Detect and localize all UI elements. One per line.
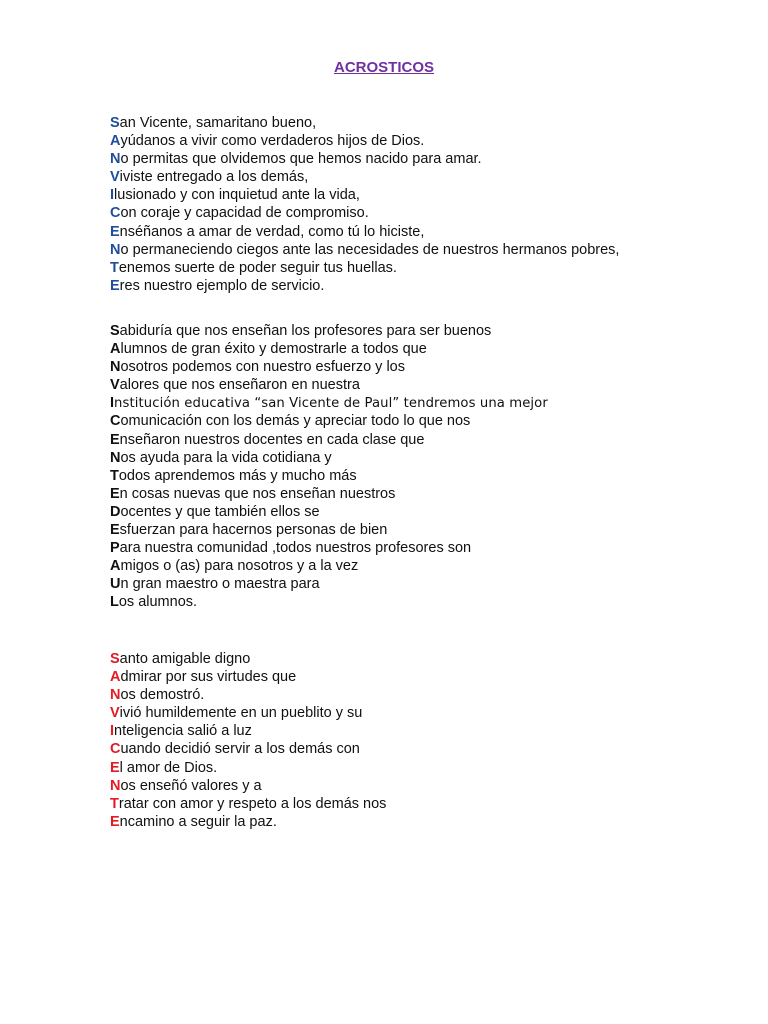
line-text: nteligencia salió a luz <box>114 723 252 740</box>
poem-line <box>110 358 548 376</box>
acrostic-poem-2 <box>110 322 548 612</box>
acrostic-initial: E <box>110 813 120 830</box>
line-text: uando decidió servir a los demás con <box>120 741 360 758</box>
acrostic-initial: D <box>110 503 121 520</box>
acrostic-initial: T <box>110 259 119 276</box>
line-text: osotros podemos con nuestro esfuerzo y los <box>120 359 405 376</box>
poem-line <box>110 168 619 186</box>
line-text: ratar con amor y respeto a los demás nos <box>118 795 387 812</box>
poem-line <box>110 223 619 241</box>
acrostic-initial: E <box>110 485 120 502</box>
line-text: lumnos de gran éxito y demostrarle a todos que <box>120 341 427 358</box>
page-title: ACROSTICOS <box>333 59 434 76</box>
poem-line <box>110 340 548 358</box>
acrostic-initial: V <box>110 169 120 186</box>
line-text: enemos suerte de poder seguir tus huellas. <box>118 259 397 276</box>
acrostic-initial: V <box>110 377 120 394</box>
line-text: l amor de Dios. <box>119 759 218 776</box>
poem-line <box>110 740 386 758</box>
line-text: os alumnos. <box>118 594 198 611</box>
acrostic-initial: N <box>110 151 121 168</box>
line-text: res nuestro ejemplo de servicio. <box>119 277 325 294</box>
poem-line <box>110 322 548 340</box>
poem-line <box>110 277 619 295</box>
acrostic-initial: V <box>110 705 120 722</box>
acrostic-initial: I <box>110 187 115 204</box>
acrostic-initial: T <box>110 795 119 812</box>
line-text: yúdanos a vivir como verdaderos hijos de Dios. <box>120 133 425 150</box>
poem-line <box>110 521 548 539</box>
acrostic-initial: E <box>110 277 120 294</box>
acrostic-initial: N <box>110 359 121 376</box>
poem-line <box>110 259 619 277</box>
acrostic-initial: T <box>110 467 119 484</box>
acrostic-initial: E <box>110 522 120 539</box>
line-text: omunicación con los demás y apreciar todo lo que nos <box>120 413 471 430</box>
line-text: iviste entregado a los demás, <box>119 169 309 186</box>
poem-line <box>110 431 548 449</box>
acrostic-initial: N <box>110 449 121 466</box>
line-text: an Vicente, samaritano bueno, <box>119 115 317 131</box>
line-text: os demostró. <box>120 687 205 704</box>
acrostic-initial: E <box>110 223 120 240</box>
poem-line <box>110 114 619 132</box>
poem-line <box>110 704 386 722</box>
line-text: sfuerzan para hacernos personas de bien <box>119 522 388 539</box>
poem-line <box>110 132 619 150</box>
acrostic-initial: P <box>110 540 120 557</box>
line-text: nseñaron nuestros docentes en cada clase que <box>119 431 425 448</box>
poem-line <box>110 813 386 831</box>
line-text: ara nuestra comunidad ,todos nuestros profesores son <box>119 540 472 557</box>
poem-line <box>110 376 548 394</box>
acrostic-initial: N <box>110 777 121 794</box>
line-text: n gran maestro o maestra para <box>120 576 320 593</box>
acrostic-initial: A <box>110 133 121 150</box>
acrostic-initial: E <box>110 759 120 776</box>
acrostic-initial: S <box>110 323 120 339</box>
line-text: ivió humildemente en un pueblito y su <box>119 705 363 722</box>
acrostic-initial: I <box>110 395 115 412</box>
line-text: abiduría que nos enseñan los profesores para ser buenos <box>119 323 492 339</box>
line-text: lusionado y con inquietud ante la vida, <box>114 187 360 204</box>
acrostic-initial: C <box>110 205 121 222</box>
line-text: os ayuda para la vida cotidiana y <box>120 449 332 466</box>
acrostic-initial: S <box>110 651 120 667</box>
line-text: os enseñó valores y a <box>120 777 262 794</box>
acrostic-poem-3 <box>110 650 386 831</box>
poem-line <box>110 467 548 485</box>
poem-line <box>110 150 619 168</box>
line-text: on coraje y capacidad de compromiso. <box>120 205 369 222</box>
line-text: migos o (as) para nosotros y a la vez <box>120 558 359 575</box>
line-text: nséñanos a amar de verdad, como tú lo hiciste, <box>119 223 425 240</box>
line-text: ocentes y que también ellos se <box>120 503 320 520</box>
poem-line <box>110 668 386 686</box>
poem-line <box>110 650 386 668</box>
poem-line <box>110 686 386 704</box>
poem-line <box>110 722 386 740</box>
poem-line <box>110 539 548 557</box>
poem-line <box>110 557 548 575</box>
poem-line <box>110 777 386 795</box>
acrostic-initial: L <box>110 594 119 611</box>
poem-line <box>110 593 548 611</box>
acrostic-initial: A <box>110 669 121 686</box>
line-text: n cosas nuevas que nos enseñan nuestros <box>119 485 396 502</box>
poem-line <box>110 186 619 204</box>
line-text: dmirar por sus virtudes que <box>120 669 297 686</box>
acrostic-initial: N <box>110 241 121 258</box>
acrostic-initial: A <box>110 558 121 575</box>
acrostic-initial: I <box>110 723 115 740</box>
poem-line <box>110 485 548 503</box>
poem-line <box>110 412 548 430</box>
line-text: o permitas que olvidemos que hemos nacido para amar. <box>120 151 482 168</box>
poem-line <box>110 503 548 521</box>
line-text: o permaneciendo ciegos ante las necesidades de nuestros hermanos pobres, <box>120 241 620 258</box>
acrostic-initial: N <box>110 687 121 704</box>
acrostic-initial: C <box>110 413 121 430</box>
poem-line <box>110 449 548 467</box>
poem-line <box>110 241 619 259</box>
poem-line <box>110 204 619 222</box>
line-text: alores que nos enseñaron en nuestra <box>119 377 360 394</box>
poem-line <box>110 795 386 813</box>
acrostic-initial: E <box>110 431 120 448</box>
acrostic-initial: A <box>110 341 121 358</box>
acrostic-initial: C <box>110 741 121 758</box>
acrostic-initial: S <box>110 115 120 131</box>
line-text: nstitución educativa “san Vicente de Paul” tendremos una mejor <box>114 396 548 412</box>
poem-line <box>110 394 548 412</box>
poem-line <box>110 759 386 777</box>
line-text: odos aprendemos más y mucho más <box>118 467 357 484</box>
poem-line <box>110 575 548 593</box>
line-text: anto amigable digno <box>119 651 251 667</box>
line-text: ncamino a seguir la paz. <box>119 813 277 830</box>
acrostic-initial: U <box>110 576 121 593</box>
acrostic-poem-1 <box>110 114 619 295</box>
